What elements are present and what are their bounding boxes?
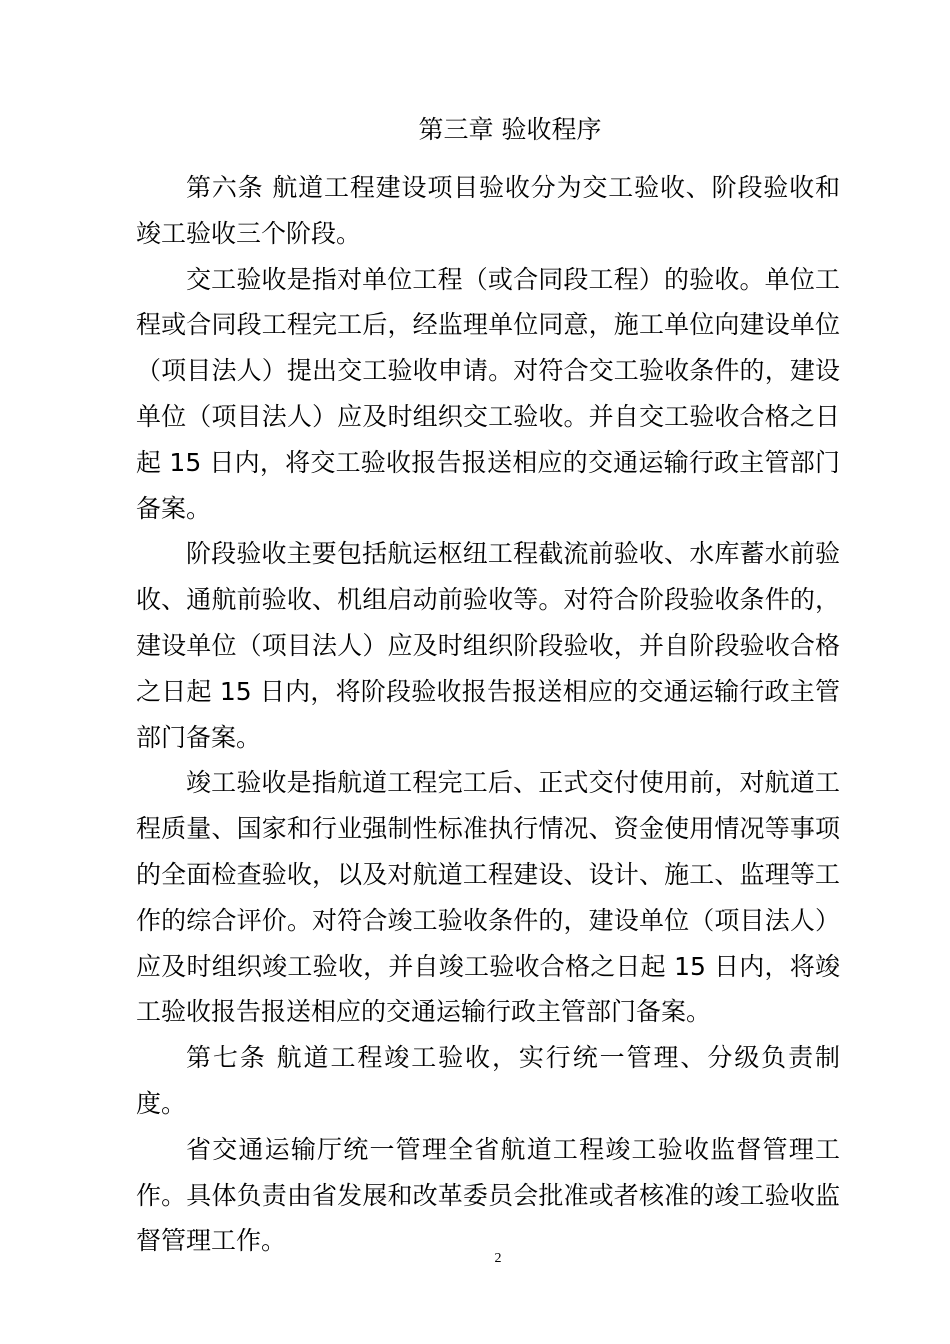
chapter-title: 第三章 验收程序 — [418, 115, 602, 144]
body-text — [136, 165, 840, 1264]
paragraph-completion-acceptance: 竣工验收是指航道工程完工后、正式交付使用前，对航道工程质量、国家和行业强制性标准执行情况、资金使用情况等事项的全面检查验收，以及对航道工程建设、设计、施工、监理等工作的综合评价。对符合竣工验收条件的，建设单位（项目法人）应及时组织竣工验收，并自竣工验收合格之日起 15 日内，将竣工验收报告报送相应的交通运输行政主管部门备案。 — [136, 768, 840, 1027]
paragraph-stage-acceptance: 阶段验收主要包括航运枢纽工程截流前验收、水库蓄水前验收、通航前验收、机组启动前验收等。对符合阶段验收条件的，建设单位（项目法人）应及时组织阶段验收，并自阶段验收合格之日起 15 日内，将阶段验收报告报送相应的交通运输行政主管部门备案。 — [136, 539, 840, 752]
paragraph-provincial-management: 省交通运输厅统一管理全省航道工程竣工验收监督管理工作。具体负责由省发展和改革委员会批准或者核准的竣工验收监督管理工作。 — [136, 1134, 840, 1256]
page-number: 2 — [494, 1251, 502, 1266]
paragraph-article-6: 第六条 航道工程建设项目验收分为交工验收、阶段验收和竣工验收三个阶段。 — [136, 173, 840, 248]
paragraph-article-7: 第七条 航道工程竣工验收，实行统一管理、分级负责制度。 — [136, 1043, 840, 1118]
paragraph-handover-acceptance: 交工验收是指对单位工程（或合同段工程）的验收。单位工程或合同段工程完工后，经监理单位同意，施工单位向建设单位（项目法人）提出交工验收申请。对符合交工验收条件的，建设单位（项目法人）应及时组织交工验收。并自交工验收合格之日起 15 日内，将交工验收报告报送相应的交通运输行政主管部门备案。 — [136, 264, 840, 523]
